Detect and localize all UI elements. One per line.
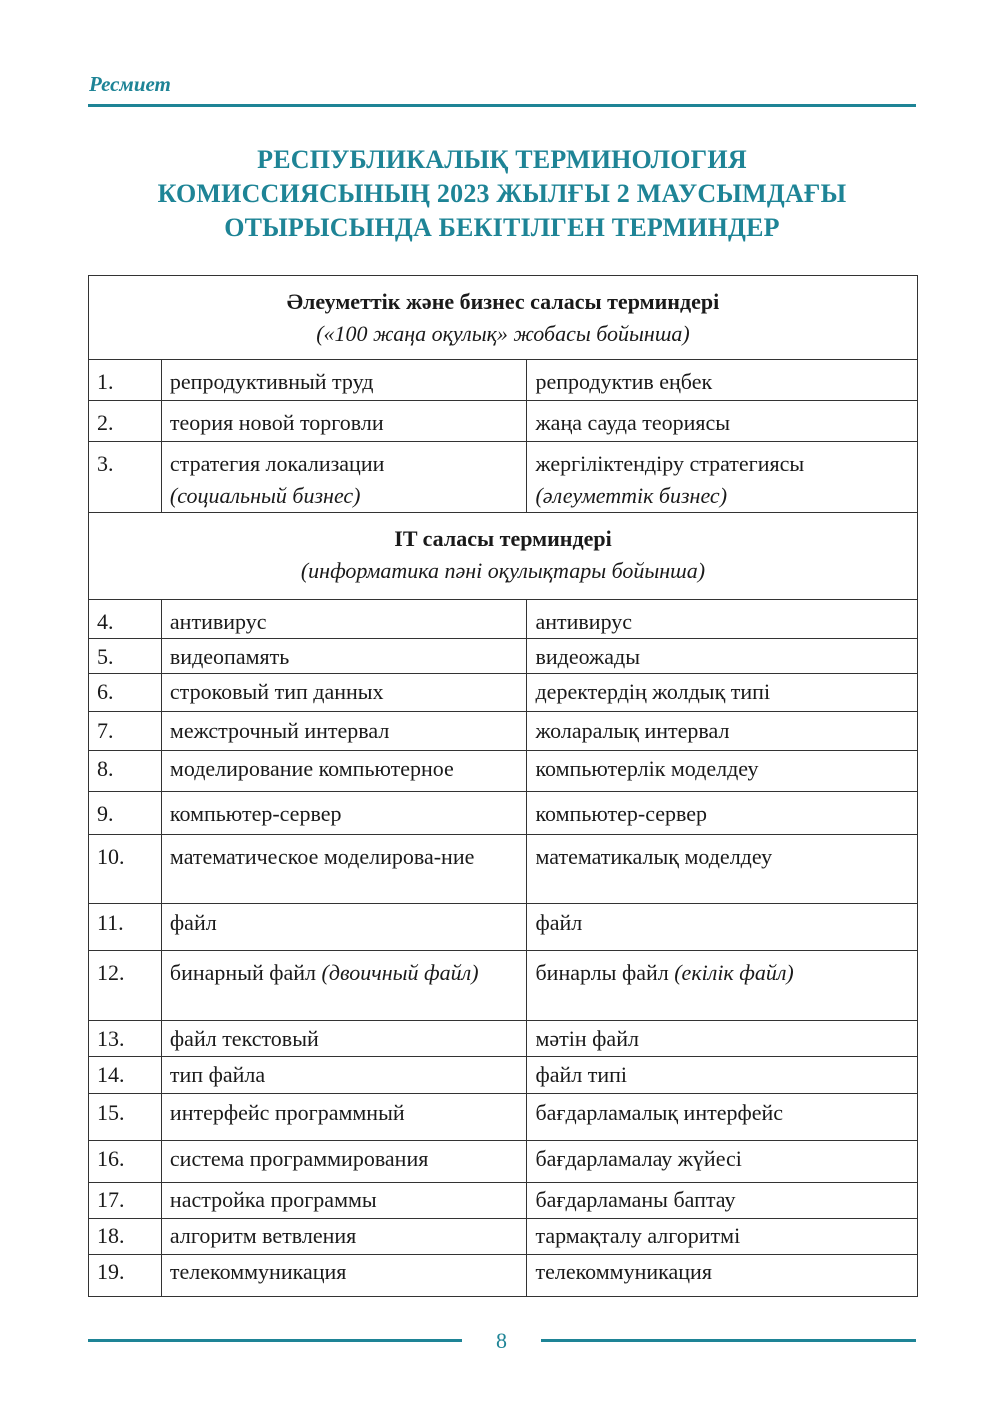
term-kazakh: жоларалық интервал xyxy=(527,712,918,751)
term-kazakh: телекоммуникация xyxy=(527,1255,918,1297)
term-russian: репродуктивный труд xyxy=(161,360,527,401)
table-row xyxy=(89,674,918,712)
term-kazakh: репродуктив еңбек xyxy=(527,360,918,401)
section-subtitle: («100 жаңа оқулық» жобасы бойынша) xyxy=(316,321,690,346)
row-number: 6. xyxy=(89,674,162,712)
footer-rule-right xyxy=(541,1339,916,1342)
table-row xyxy=(89,712,918,751)
term-kazakh: компьютер-сервер xyxy=(527,792,918,835)
term-kazakh: бағдарламаны баптау xyxy=(527,1183,918,1219)
term-kazakh: деректердің жолдық типі xyxy=(527,674,918,712)
page-title xyxy=(88,143,916,245)
term-russian-note: (социальный бизнес) xyxy=(169,483,361,508)
table-row xyxy=(89,951,918,1021)
term-kazakh: жергіліктендіру стратегиясы xyxy=(535,451,805,476)
term-kazakh: бағдарламалық интерфейс xyxy=(527,1094,918,1141)
term-russian: межстрочный интервал xyxy=(161,712,527,751)
row-number: 19. xyxy=(89,1255,162,1297)
row-number: 13. xyxy=(89,1021,162,1057)
table-row xyxy=(89,639,918,674)
table-row xyxy=(89,1021,918,1057)
row-number: 8. xyxy=(89,751,162,792)
term-russian: теория новой торговли xyxy=(161,401,527,442)
term-russian: компьютер-сервер xyxy=(161,792,527,835)
term-kazakh: жаңа сауда теориясы xyxy=(527,401,918,442)
row-number: 3. xyxy=(89,442,162,513)
table-row xyxy=(89,1219,918,1255)
term-kazakh: компьютерлік моделдеу xyxy=(527,751,918,792)
row-number: 17. xyxy=(89,1183,162,1219)
row-number: 5. xyxy=(89,639,162,674)
term-kazakh: антивирус xyxy=(527,600,918,639)
term-russian: система программирования xyxy=(161,1141,527,1183)
table-row xyxy=(89,1141,918,1183)
table-row xyxy=(89,1057,918,1094)
term-kazakh-note: (әлеуметтік бизнес) xyxy=(535,483,728,508)
term-kazakh: видеожады xyxy=(527,639,918,674)
term-russian: файл xyxy=(161,904,527,951)
title-line: РЕСПУБЛИКАЛЫҚ ТЕРМИНОЛОГИЯ xyxy=(257,145,747,174)
table-row xyxy=(89,904,918,951)
term-kazakh: тармақталу алгоритмі xyxy=(527,1219,918,1255)
term-russian: стратегия локализации xyxy=(169,451,385,476)
table-row xyxy=(89,1183,918,1219)
term-russian: бинарный файл xyxy=(169,960,322,985)
row-number: 18. xyxy=(89,1219,162,1255)
term-russian: моделирование компьютерное xyxy=(161,751,527,792)
term-kazakh-note: (екілік файл) xyxy=(674,960,794,985)
term-russian-cell xyxy=(161,442,527,513)
row-number: 2. xyxy=(89,401,162,442)
term-kazakh: математикалық моделдеу xyxy=(527,835,918,904)
term-russian: файл текстовый xyxy=(161,1021,527,1057)
row-number: 9. xyxy=(89,792,162,835)
table-row xyxy=(89,751,918,792)
row-number: 7. xyxy=(89,712,162,751)
table-row xyxy=(89,401,918,442)
row-number: 4. xyxy=(89,600,162,639)
page-number: 8 xyxy=(496,1328,507,1353)
table-row xyxy=(89,1255,918,1297)
term-russian: настройка программы xyxy=(161,1183,527,1219)
table-row xyxy=(89,835,918,904)
section-header-row xyxy=(89,276,918,360)
terms-table xyxy=(88,275,918,1297)
table-row xyxy=(89,600,918,639)
table-row xyxy=(89,792,918,835)
term-kazakh: бинарлы файл xyxy=(535,960,675,985)
term-kazakh: бағдарламалау жүйесі xyxy=(527,1141,918,1183)
term-russian: тип файла xyxy=(161,1057,527,1094)
footer-rule-left xyxy=(88,1339,462,1342)
title-line: ОТЫРЫСЫНДА БЕКІТІЛГЕН ТЕРМИНДЕР xyxy=(224,213,780,242)
row-number: 15. xyxy=(89,1094,162,1141)
section-title: Әлеуметтік және бизнес саласы терминдері xyxy=(286,289,720,314)
title-line: КОМИССИЯСЫНЫҢ 2023 ЖЫЛҒЫ 2 МАУСЫМДАҒЫ xyxy=(157,179,847,208)
section-subtitle: (информатика пәні оқулықтары бойынша) xyxy=(300,558,706,583)
section-header-cell xyxy=(89,276,918,360)
table-row xyxy=(89,360,918,401)
term-kazakh: файл типі xyxy=(527,1057,918,1094)
header-rule xyxy=(88,104,916,107)
row-number: 16. xyxy=(89,1141,162,1183)
row-number: 10. xyxy=(89,835,162,904)
term-russian: строковый тип данных xyxy=(161,674,527,712)
term-russian: видеопамять xyxy=(161,639,527,674)
term-russian: математическое моделирова-ние xyxy=(161,835,527,904)
section-header-cell xyxy=(89,513,918,600)
term-kazakh-cell xyxy=(527,442,918,513)
row-number: 12. xyxy=(89,951,162,1021)
table-row xyxy=(89,442,918,513)
section-title: IT саласы терминдері xyxy=(394,526,612,551)
term-russian-note: (двоичный файл) xyxy=(321,960,479,985)
term-russian: алгоритм ветвления xyxy=(161,1219,527,1255)
section-header-row xyxy=(89,513,918,600)
term-russian: интерфейс программный xyxy=(161,1094,527,1141)
row-number: 14. xyxy=(89,1057,162,1094)
running-head: Ресмиет xyxy=(89,72,171,96)
term-russian: телекоммуникация xyxy=(161,1255,527,1297)
term-kazakh: мәтін файл xyxy=(527,1021,918,1057)
table-row xyxy=(89,1094,918,1141)
term-russian: антивирус xyxy=(161,600,527,639)
row-number: 11. xyxy=(89,904,162,951)
term-kazakh-cell xyxy=(527,951,918,1021)
term-russian-cell xyxy=(161,951,527,1021)
row-number: 1. xyxy=(89,360,162,401)
term-kazakh: файл xyxy=(527,904,918,951)
